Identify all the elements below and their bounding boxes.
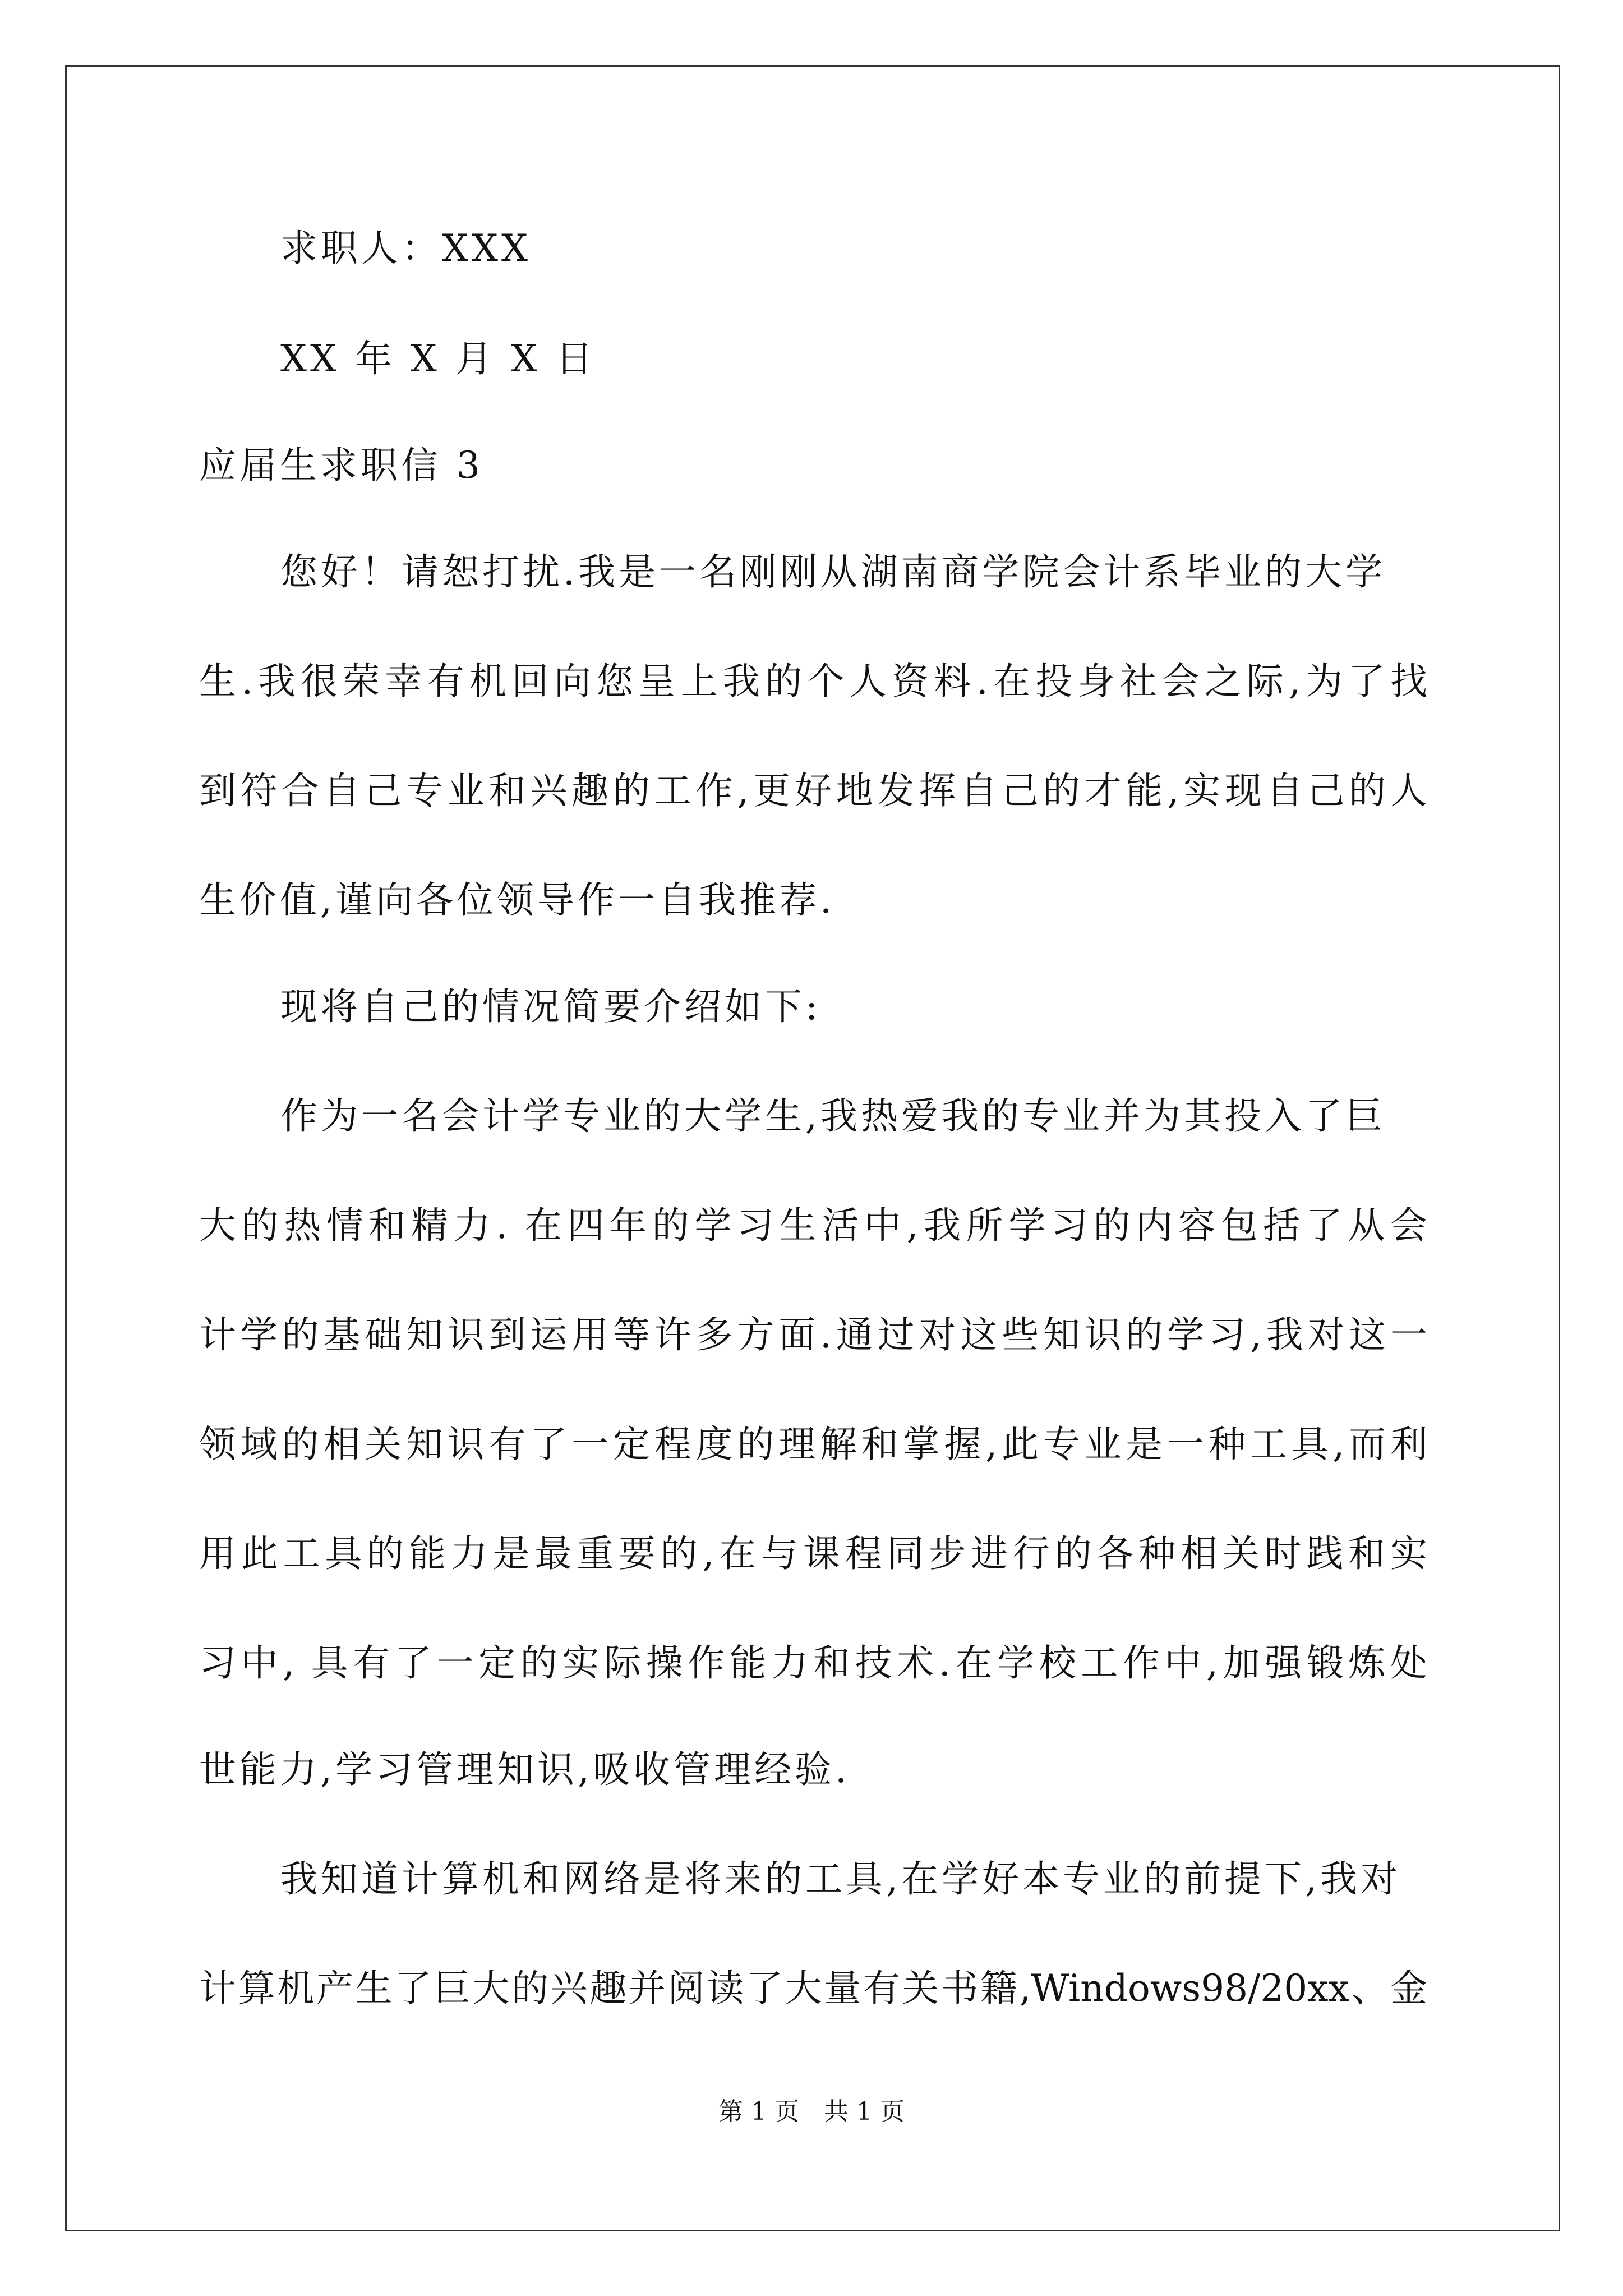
- paragraph-1-line-3: 到符合自己专业和兴趣的工作,更好地发挥自己的才能,实现自己的人: [199, 769, 1427, 812]
- paragraph-2-line-1: 现将自己的情况简要介绍如下:: [280, 985, 822, 1028]
- page-footer: 第 1 页 共 1 页: [718, 2097, 905, 2126]
- paragraph-3-line-5: 用此工具的能力是最重要的,在与课程同步进行的各种相关时践和实: [199, 1532, 1427, 1575]
- paragraph-4-line-1: 我知道计算机和网络是将来的工具,在学好本专业的前提下,我对: [280, 1857, 1401, 1901]
- date-line: XX 年 X 月 X 日: [280, 337, 596, 380]
- paragraph-3-line-1: 作为一名会计学专业的大学生,我热爱我的专业并为其投入了巨: [280, 1094, 1386, 1138]
- paragraph-3-line-6: 习中, 具有了一定的实际操作能力和技术.在学校工作中,加强锻炼处: [199, 1641, 1427, 1685]
- paragraph-1-line-2: 生.我很荣幸有机回向您呈上我的个人资料.在投身社会之际,为了找: [199, 660, 1427, 703]
- paragraph-3-line-7: 世能力,学习管理知识,吸收管理经验.: [199, 1748, 850, 1791]
- paragraph-1-line-4: 生价值,谨向各位领导作一自我推荐.: [199, 878, 835, 922]
- paragraph-4-line-2: 计算机产生了巨大的兴趣并阅读了大量有关书籍,Windows98/20xx、金: [199, 1967, 1427, 2010]
- paragraph-1-line-1: 您好！请恕打扰.我是一名刚刚从湖南商学院会计系毕业的大学: [280, 550, 1386, 593]
- letter-heading: 应届生求职信 3: [199, 444, 483, 487]
- applicant-line: 求职人：XXX: [280, 227, 531, 270]
- paragraph-3-line-2: 大的热情和精力. 在四年的学习生活中,我所学习的内容包括了从会: [199, 1204, 1427, 1247]
- paragraph-3-line-4: 领域的相关知识有了一定程度的理解和掌握,此专业是一种工具,而利: [199, 1423, 1427, 1466]
- paragraph-3-line-3: 计学的基础知识到运用等许多方面.通过对这些知识的学习,我对这一: [199, 1313, 1427, 1356]
- page-border: [65, 65, 1560, 2231]
